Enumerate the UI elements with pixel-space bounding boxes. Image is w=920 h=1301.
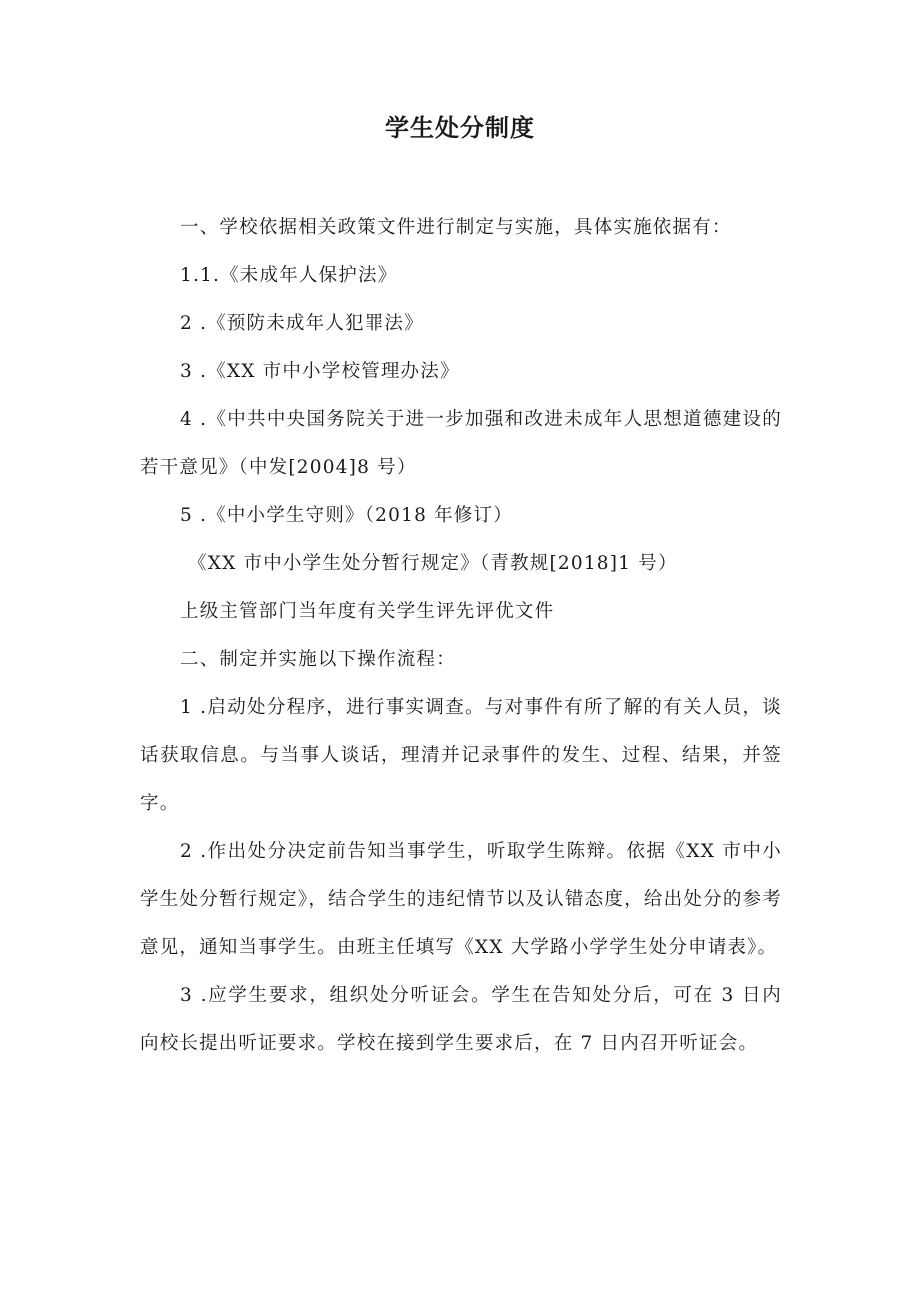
document-title: 学生处分制度 — [385, 114, 535, 142]
paragraph-procedure-step-2: 2 .作出处分决定前告知当事学生，听取学生陈辩。依据《XX 市中小学生处分暂行规定》，结合学生的违纪情节以及认错态度，给出处分的参考意见，通知当事学生。由班主任填写《XX 大学路小学学生处分申请表》。 — [140, 841, 782, 958]
paragraph-basis-heading: 一、学校依据相关政策文件进行制定与实施，具体实施依据有： — [180, 217, 732, 238]
paragraph-basis-item-5: 5 .《中小学生守则》（2018 年修订） — [180, 505, 513, 526]
paragraph-basis-item-1: 1.1.《未成年人保护法》 — [180, 265, 398, 286]
paragraph-basis-item-7: 上级主管部门当年度有关学生评先评优文件 — [180, 601, 555, 622]
paragraph-basis-item-6: 《XX 市中小学生处分暂行规定》（青教规[2018]1 号） — [188, 553, 678, 574]
paragraph-basis-item-2: 2 .《预防未成年人犯罪法》 — [180, 313, 424, 334]
paragraph-procedure-step-1: 1 .启动处分程序，进行事实调查。与对事件有所了解的有关人员，谈话获取信息。与当事人谈话，理清并记录事件的发生、过程、结果，并签字。 — [140, 697, 782, 814]
paragraph-basis-item-3: 3 .《XX 市中小学校管理办法》 — [180, 361, 460, 382]
paragraph-procedure-step-3: 3 .应学生要求，组织处分听证会。学生在告知处分后，可在 3 日内向校长提出听证要求。学校在接到学生要求后，在 7 日内召开听证会。 — [140, 985, 782, 1054]
paragraph-procedure-heading: 二、制定并实施以下操作流程： — [180, 649, 456, 670]
paragraph-basis-item-4: 4 .《中共中央国务院关于进一步加强和改进未成年人思想道德建设的若干意见》（中发[2004]8 号） — [140, 409, 782, 478]
document-body — [140, 204, 782, 1068]
